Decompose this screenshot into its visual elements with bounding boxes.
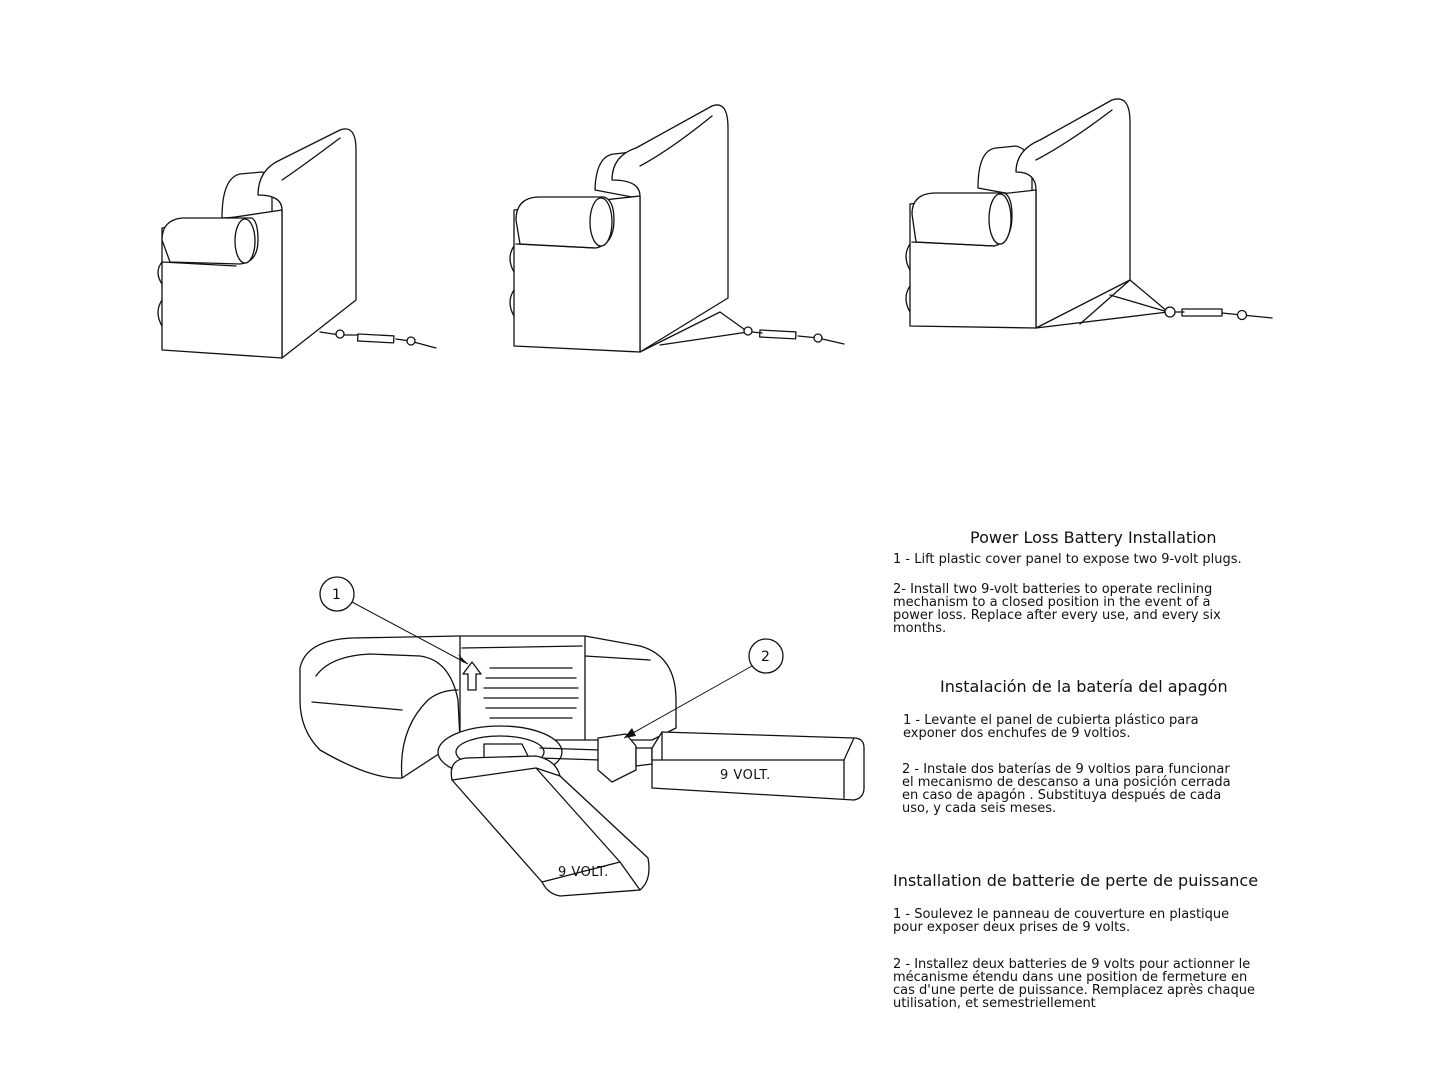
recliner-closed-illustration	[158, 129, 436, 358]
battery-label-horizontal: 9 VOLT.	[720, 768, 771, 783]
spanish-step-1: 1 - Levante el panel de cubierta plástico para exponer dos enchufes de 9 voltios.	[903, 713, 1199, 741]
french-heading: Installation de batterie de perte de puissance	[893, 871, 1259, 890]
callout-2-number: 2	[761, 649, 770, 665]
french-step-1: 1 - Soulevez le panneau de couverture en plastique pour exposer deux prises de 9 volts.	[893, 907, 1230, 935]
recliner-open-illustration	[906, 99, 1272, 328]
french-step-2: 2 - Installez deux batteries de 9 volts pour actionner le mécanisme étendu dans une position de fermeture en cas d'une perte de puissance. Remplacez après chaque utilisation, et semestriellement	[893, 957, 1255, 1011]
spanish-heading: Instalación de la batería del apagón	[940, 677, 1228, 696]
recliner-partial-illustration	[510, 105, 844, 352]
english-step-2: 2- Install two 9-volt batteries to operate reclining mechanism to a closed position in the event of a power loss. Replace after every use, and every six months.	[893, 582, 1221, 636]
battery-label-angled: 9 VOLT.	[558, 865, 609, 880]
callout-1-number: 1	[332, 587, 341, 603]
spanish-step-2: 2 - Instale dos baterías de 9 voltios para funcionar el mecanismo de descanso a una posición cerrada en caso de apagón . Substituya después de cada uso, y cada seis meses.	[902, 762, 1231, 816]
battery-installation-illustration	[300, 577, 864, 896]
english-heading: Power Loss Battery Installation	[970, 528, 1217, 547]
english-step-1: 1 - Lift plastic cover panel to expose two 9-volt plugs.	[893, 552, 1242, 567]
